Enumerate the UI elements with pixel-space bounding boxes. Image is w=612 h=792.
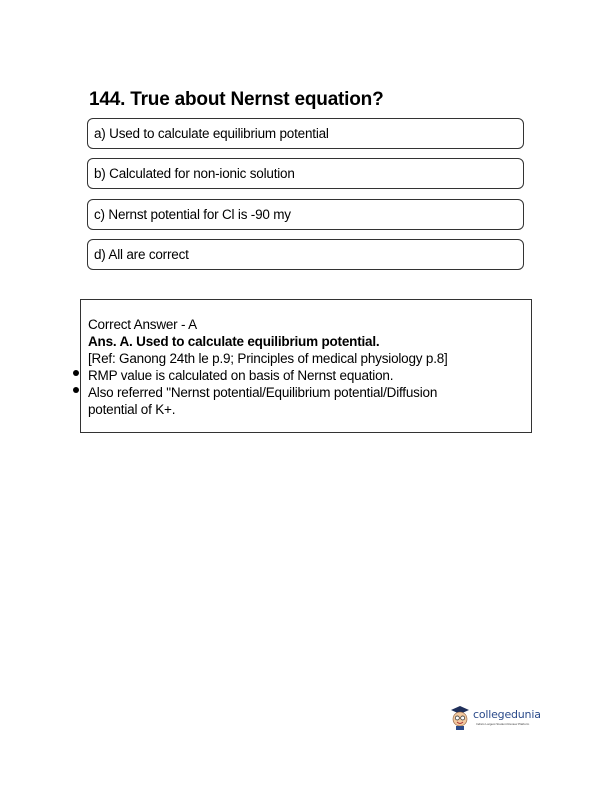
question-title: 144. True about Nernst equation? — [89, 89, 384, 110]
answer-bullet-1: RMP value is calculated on basis of Nernst equation. — [88, 368, 394, 383]
answer-bullet-2: Also referred "Nernst potential/Equilibrium potential/Diffusion — [88, 385, 438, 400]
logo-wordmark: collegedunia — [473, 708, 541, 721]
mascot-icon — [449, 704, 471, 730]
correct-answer: Correct Answer - A — [88, 317, 197, 332]
answer-text — [88, 316, 518, 418]
option-b[interactable]: b) Calculated for non-ionic solution — [87, 158, 524, 189]
answer-reference: [Ref: Ganong 24th le p.9; Principles of medical physiology p.8] — [88, 351, 448, 366]
option-d[interactable]: d) All are correct — [87, 239, 524, 270]
bullet-dot-icon — [73, 387, 79, 393]
option-a[interactable]: a) Used to calculate equilibrium potential — [87, 118, 524, 149]
answer-continuation: potential of K+. — [88, 402, 176, 417]
bullet-dot-icon — [73, 370, 79, 376]
answer-heading: Ans. A. Used to calculate equilibrium potential. — [88, 334, 380, 349]
logo-tagline: India's Largest Student Review Platform — [476, 722, 530, 726]
option-c[interactable]: c) Nernst potential for Cl is -90 my — [87, 199, 524, 230]
collegedunia-logo — [449, 704, 549, 734]
